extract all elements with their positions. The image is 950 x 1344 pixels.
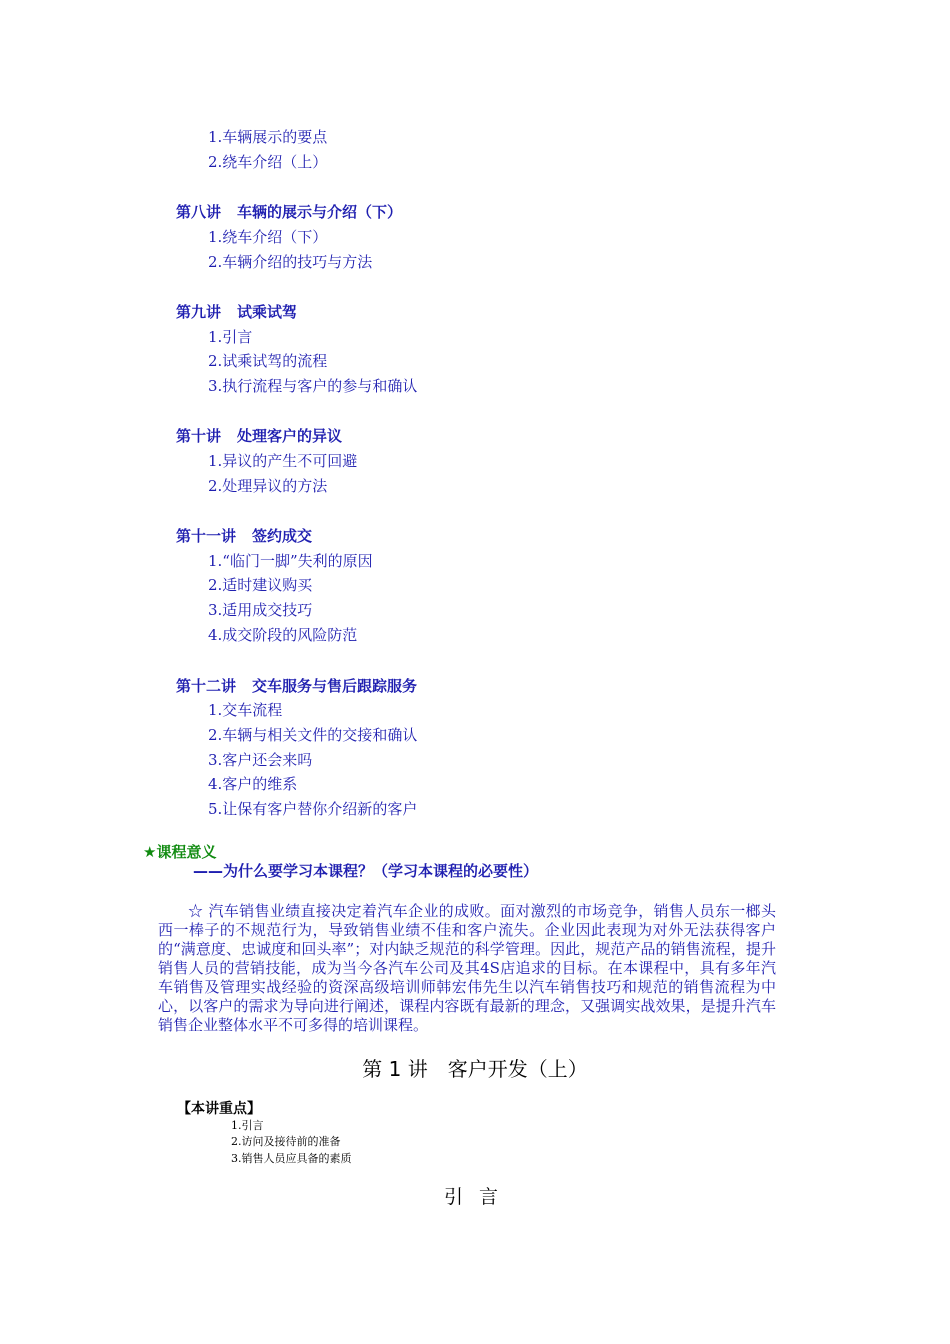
significance-paragraph: ☆ 汽车销售业绩直接决定着汽车企业的成败。面对激烈的市场竞争，销售人员东一榔头西一棒子的不规范行为，导致销售业绩不佳和客户流失。企业因此表现为对外无法获得客户的“满意度、忠诚度和回头率”；对内缺乏规范的科学管理。因此，规范产品的销售流程，提升销售人员的营销技能，成为当今各汽车公司及其4S店追求的目标。在本课程中，具有多年汽车销售及管理实战经验的资深高级培训师韩宏伟先生以汽车销售技巧和规范的销售流程为中心，以客户的需求为导向进行阐述，课程内容既有最新的理念，又强调实战效果，是提升汽车销售企业整体水平不可多得的培训课程。: [158, 902, 776, 1034]
list-item: 2.处理异议的方法: [208, 477, 328, 495]
lecture-title-8: [176, 202, 402, 222]
lecture-number: 第八讲: [176, 203, 222, 221]
list-item: 4.客户的维系: [208, 775, 298, 793]
list-item: 1.异议的产生不可回避: [208, 452, 358, 470]
list-item: 3.执行流程与客户的参与和确认: [208, 377, 418, 395]
list-item: 2.适时建议购买: [208, 576, 313, 594]
list-item: 1.交车流程: [208, 701, 283, 719]
section-title: 引言: [443, 1186, 514, 1208]
lecture-title-10: [176, 426, 342, 446]
keypoint-item: 1.引言: [231, 1119, 264, 1132]
list-item: 2.车辆介绍的技巧与方法: [208, 253, 373, 271]
lecture-number: 第十二讲: [176, 677, 237, 695]
list-item: 3.适用成交技巧: [208, 601, 313, 619]
list-item: 1.绕车介绍（下）: [208, 228, 328, 246]
lecture-number: 第九讲: [176, 303, 222, 321]
lecture-title-9: [176, 302, 297, 322]
list-item: 1.车辆展示的要点: [208, 128, 328, 146]
list-item: 2.试乘试驾的流程: [208, 352, 328, 370]
significance-subheading: ——为什么要学习本课程？（学习本课程的必要性）: [193, 862, 539, 880]
list-item: 2.绕车介绍（上）: [208, 153, 328, 171]
significance-heading: ★课程意义: [143, 843, 217, 861]
keypoint-item: 3.销售人员应具备的素质: [231, 1152, 352, 1165]
keypoints-label: 【本讲重点】: [177, 1101, 261, 1117]
lecture-name: 车辆的展示与介绍（下）: [237, 203, 403, 221]
list-item: 1.引言: [208, 328, 253, 346]
list-item: 4.成交阶段的风险防范: [208, 626, 358, 644]
list-item: 5.让保有客户替你介绍新的客户: [208, 800, 418, 818]
lecture-name: 处理客户的异议: [237, 427, 343, 445]
chapter-title: 第 1 讲 客户开发（上）: [362, 1057, 588, 1081]
list-item: 3.客户还会来吗: [208, 751, 313, 769]
lecture-name: 试乘试驾: [237, 303, 298, 321]
lecture-name: 交车服务与售后跟踪服务: [252, 677, 418, 695]
lecture-name: 签约成交: [252, 527, 313, 545]
list-item: 1.“临门一脚”失利的原因: [208, 552, 373, 570]
lecture-number: 第十讲: [176, 427, 222, 445]
list-item: 2.车辆与相关文件的交接和确认: [208, 726, 418, 744]
lecture-number: 第十一讲: [176, 527, 237, 545]
lecture-title-11: [176, 526, 312, 546]
lecture-title-12: [176, 676, 417, 696]
keypoint-item: 2.访问及接待前的准备: [231, 1135, 341, 1148]
